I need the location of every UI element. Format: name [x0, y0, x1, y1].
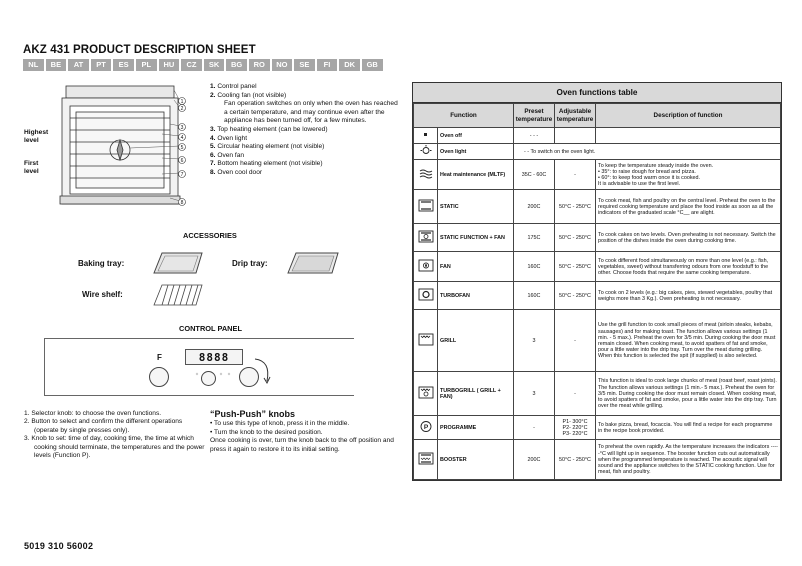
- callout-5: 5: [180, 145, 184, 151]
- preset-temp: 3: [514, 372, 555, 416]
- preset-temp: 200C: [514, 190, 555, 224]
- adjustable-temp: 50°C - 250°C: [555, 252, 596, 282]
- function-description: [596, 128, 781, 144]
- preset-temp: 3: [514, 310, 555, 372]
- page-title: AKZ 431 PRODUCT DESCRIPTION SHEET: [23, 44, 256, 56]
- part-text: Cooling fan (not visible): [217, 91, 287, 99]
- fan-icon: [414, 252, 438, 282]
- callout-3: 3: [180, 125, 184, 131]
- control-panel-heading: CONTROL PANEL: [179, 324, 242, 333]
- part-text: Bottom heating element (not visible): [217, 160, 323, 168]
- set-knob[interactable]: [239, 367, 259, 387]
- function-description: To cook different food simultaneously on more than one level (e.g.: fish, vegetables, sweet) without transferring odours from one foodstuff to the other. Choose foods that require the same cooking temperature.: [596, 252, 781, 282]
- part-number: 5.: [210, 143, 216, 151]
- header-preset: Preset temperature: [514, 104, 555, 128]
- table-row: [414, 282, 781, 310]
- lang-tab-hu[interactable]: HU: [159, 59, 180, 71]
- adjustable-temp: 50°C - 250°C: [555, 440, 596, 480]
- callout-2: 2: [180, 106, 184, 112]
- part-number: 2.: [210, 91, 216, 99]
- turbofan-icon: [414, 282, 438, 310]
- parts-list: [210, 83, 400, 178]
- callout-7: 7: [180, 172, 184, 178]
- callout-4: 4: [180, 135, 184, 141]
- part-item: [210, 92, 400, 126]
- part-item: [210, 160, 400, 169]
- header-description: Description of function: [596, 104, 781, 128]
- oven-diagram: [58, 84, 190, 210]
- light-icon: [414, 144, 438, 160]
- part-number: 3.: [210, 125, 216, 133]
- drip-tray-label: Drip tray:: [232, 259, 268, 268]
- part-item: [210, 83, 400, 92]
- part-number: 8.: [210, 168, 216, 176]
- control-list-item: 3. Knob to set: time of day, cooking time, the time at which cooking should terminate, the temperatures and the power levels (Function P).: [24, 435, 205, 460]
- control-panel-list: [24, 410, 206, 460]
- function-name: TURBOGRILL ( GRILL + FAN): [438, 372, 514, 416]
- grill-icon: [414, 310, 438, 372]
- lang-tab-be[interactable]: BE: [46, 59, 67, 71]
- function-description: This function is ideal to cook large chunks of meat (roast beef, roast joints). The function allows various settings (1 min.- 5 max.). Preheat the oven for 3/5 min. During cooking the door must remain closed. When cooking meat, to avoid spatters of fat and smoke, pour a little water into the drip tray. Turn over the meat while grilling.: [596, 372, 781, 416]
- part-number: 1.: [210, 83, 216, 90]
- adjustable-temp: 50°C - 250°C: [555, 190, 596, 224]
- control-list-item: 2. Button to select and confirm the different operations (operate by single presses only).: [24, 418, 183, 434]
- push-push-line: • To use this type of knob, press it in the middle.: [210, 420, 350, 428]
- adjustable-temp: P1- 300°C P2- 220°C P3- 220°C: [555, 416, 596, 440]
- lang-tab-es[interactable]: ES: [113, 59, 134, 71]
- function-name: GRILL: [438, 310, 514, 372]
- selector-knob[interactable]: [149, 367, 169, 387]
- push-push-section: [210, 410, 400, 454]
- lang-tab-fi[interactable]: FI: [317, 59, 338, 71]
- callout-markers: [176, 92, 188, 214]
- knob-f-label: F: [157, 353, 162, 362]
- part-text: Top heating element (can be lowered): [217, 125, 328, 133]
- confirm-button[interactable]: [201, 371, 216, 386]
- lang-tab-no[interactable]: NO: [272, 59, 293, 71]
- part-number: 4.: [210, 134, 216, 142]
- adjustable-temp: 50°C - 250°C: [555, 282, 596, 310]
- lang-tab-at[interactable]: AT: [68, 59, 89, 71]
- table-row: [414, 310, 781, 372]
- function-name: STATIC: [438, 190, 514, 224]
- lang-tab-se[interactable]: SE: [294, 59, 315, 71]
- preset-temp: 200C: [514, 440, 555, 480]
- part-text: Control panel: [217, 83, 257, 90]
- light-desc: - - To switch on the oven light.: [514, 144, 781, 160]
- push-push-line: Once cooking is over, turn the knob back to the off position and press it again to restore it to its initial setting.: [210, 437, 394, 453]
- drip-tray-image: [284, 249, 342, 279]
- function-name: BOOSTER: [438, 440, 514, 480]
- control-list-item: 1. Selector knob: to choose the oven functions.: [24, 410, 162, 417]
- table-row: [414, 160, 781, 190]
- highest-level-label: Highest level: [24, 129, 49, 144]
- header-function: Function: [414, 104, 514, 128]
- oven-functions-table: [412, 82, 782, 481]
- function-description: To cook cakes on two levels. Oven preheating is not necessary. Switch the position of the dishes inside the oven during cooking time.: [596, 224, 781, 252]
- part-text: Oven fan: [217, 151, 245, 159]
- programme-icon: [414, 416, 438, 440]
- part-item: [210, 169, 400, 178]
- function-name: TURBOFAN: [438, 282, 514, 310]
- panel-decor: [45, 339, 355, 397]
- part-text: Oven cool door: [217, 168, 263, 176]
- push-push-line: • Turn the knob to the desired position.: [210, 428, 323, 436]
- callout-8: 8: [180, 200, 184, 206]
- table-title: Oven functions table: [413, 83, 781, 103]
- table-row: [414, 416, 781, 440]
- turbogrill-icon: [414, 372, 438, 416]
- function-description: To cook on 2 levels (e.g.: big cakes, pies, stewed vegetables, poultry that weighs more than 3 Kg.). Oven preheating is not necessary.: [596, 282, 781, 310]
- lang-tab-gb[interactable]: GB: [362, 59, 383, 71]
- control-panel: [44, 338, 354, 396]
- function-name: Oven light: [438, 144, 514, 160]
- preset-temp: 175C: [514, 224, 555, 252]
- baking-tray-label: Baking tray:: [78, 259, 125, 268]
- table-row: [414, 372, 781, 416]
- lang-tab-ro[interactable]: RO: [249, 59, 270, 71]
- part-number: 6.: [210, 151, 216, 159]
- push-push-heading: “Push-Push” knobs: [210, 409, 296, 419]
- lang-tab-nl[interactable]: NL: [23, 59, 44, 71]
- table-row: [414, 252, 781, 282]
- part-item: [210, 135, 400, 144]
- lang-tab-pt[interactable]: PT: [91, 59, 112, 71]
- function-description: To preheat the oven rapidly. As the temperature increases the indicators -----°C will light up in sequence. The booster function cuts out automatically when the programmed temperature is reached. The acoustic signal will sound and the appliance switches to the STATIC cooking function. Use for meat, fish and poultry.: [596, 440, 781, 480]
- table-row: [414, 144, 781, 160]
- function-description: To cook meat, fish and poultry on the central level. Preheat the oven to the required cooking temperature and place the food inside as soon as all the indicators of the graduated scale °C__ are alight.: [596, 190, 781, 224]
- product-code: 5019 310 56002: [24, 541, 94, 551]
- preset-temp: -: [514, 416, 555, 440]
- accessories-heading: ACCESSORIES: [183, 231, 237, 240]
- callout-1: 1: [180, 99, 184, 105]
- adjustable-temp: [555, 128, 596, 144]
- function-name: PROGRAMME: [438, 416, 514, 440]
- adjustable-temp: -: [555, 160, 596, 190]
- baking-tray-image: [148, 249, 206, 279]
- part-item: [210, 143, 400, 152]
- display-panel: 8888: [185, 349, 243, 365]
- lang-tab-sk[interactable]: SK: [204, 59, 225, 71]
- table-row: [414, 440, 781, 480]
- language-bar: [23, 59, 383, 71]
- part-number: 7.: [210, 160, 216, 168]
- part-subtext: Fan operation switches on only when the oven has reached a certain temperature, and may continue even after the appliance has been turned off, for a few minutes.: [224, 100, 398, 125]
- function-name: Oven off: [438, 128, 514, 144]
- table-row: [414, 224, 781, 252]
- function-name: STATIC FUNCTION + FAN: [438, 224, 514, 252]
- table-row: [414, 190, 781, 224]
- function-name: FAN: [438, 252, 514, 282]
- part-text: Circular heating element (not visible): [217, 143, 325, 151]
- wire-shelf-image: [148, 281, 206, 311]
- lang-tab-bg[interactable]: BG: [226, 59, 247, 71]
- adjustable-temp: 50°C - 250°C: [555, 224, 596, 252]
- part-item: [210, 126, 400, 135]
- off-icon: [414, 128, 438, 144]
- first-level-label: First level: [24, 160, 39, 175]
- wire-shelf-label: Wire shelf:: [82, 290, 123, 299]
- adjustable-temp: -: [555, 310, 596, 372]
- preset-temp: 160C: [514, 252, 555, 282]
- static-icon: [414, 190, 438, 224]
- booster-icon: [414, 440, 438, 480]
- static-fan-icon: [414, 224, 438, 252]
- lang-tab-pl[interactable]: PL: [136, 59, 157, 71]
- preset-temp: - - -: [514, 128, 555, 144]
- part-text: Oven light: [217, 134, 248, 142]
- part-item: [210, 152, 400, 161]
- callout-6: 6: [180, 158, 184, 164]
- function-description: Use the grill function to cook small pieces of meat (sirloin steaks, kebabs, sausages) and for making toast. The function allows various settings (1 min. - 5 max.). Preheat the oven for 3/5 min. During cooking the door must remain closed. When cooking meat, to avoid spatters of fat and smoke, pour a little water into the drip tray. Turn over the meat during grilling. When this function is selected the spit (if supplied) is also selected.: [596, 310, 781, 372]
- function-description: To keep the temperature steady inside the oven. • 35°: to raise dough for bread and pizza. • 60°: to keep food warm once it is cooked. It is advisable to use the first level.: [596, 160, 781, 190]
- heat-maintenance-icon: [414, 160, 438, 190]
- header-adjustable: Adjustable temperature: [555, 104, 596, 128]
- preset-temp: 160C: [514, 282, 555, 310]
- preset-temp: 35C - 60C: [514, 160, 555, 190]
- svg-text:P: P: [423, 424, 428, 432]
- lang-tab-dk[interactable]: DK: [339, 59, 360, 71]
- table-row: [414, 128, 781, 144]
- function-name: Heat maintenance (MLTF): [438, 160, 514, 190]
- lang-tab-cz[interactable]: CZ: [181, 59, 202, 71]
- adjustable-temp: -: [555, 372, 596, 416]
- function-description: To bake pizza, bread, focaccia. You will find a recipe for each programme in the recipe book provided.: [596, 416, 781, 440]
